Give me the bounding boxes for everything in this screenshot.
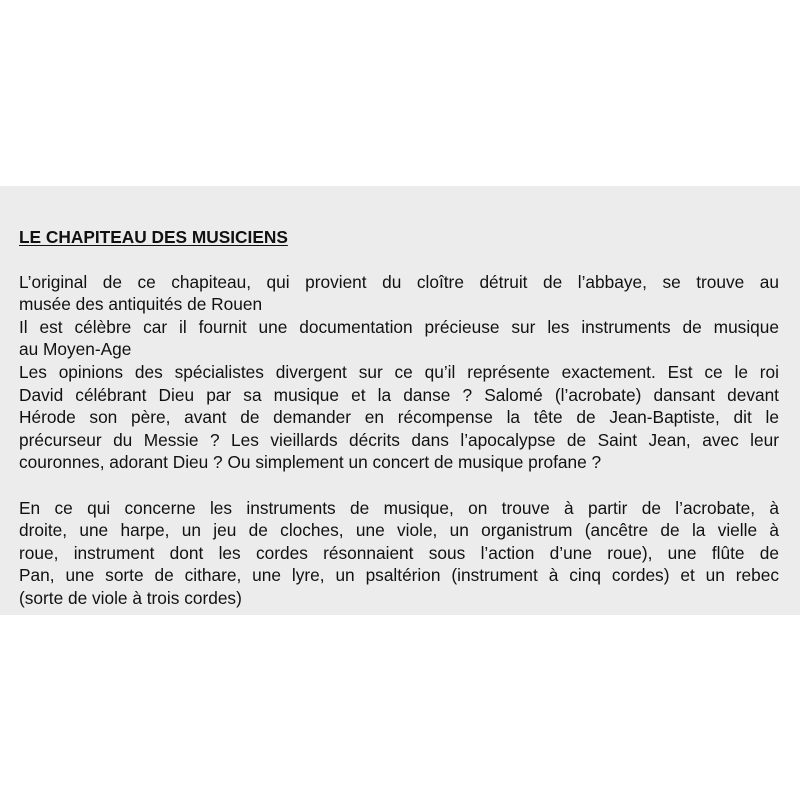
text-line: (sorte de viole à trois cordes): [19, 587, 242, 608]
paragraph-gap: [19, 474, 779, 497]
text-line: musée des antiquités de Rouen: [19, 294, 263, 315]
text-line: roue, instrument dont les cordes résonnaient sous l’action d’une roue), une flûte de: [19, 542, 779, 563]
text-line: au Moyen-Age: [19, 339, 132, 360]
paragraph-history: [19, 271, 779, 474]
text-line: précurseur du Messie ? Les vieillards décrits dans l’apocalypse de Saint Jean, avec leur: [19, 429, 779, 450]
text-line: Pan, une sorte de cithare, une lyre, un psaltérion (instrument à cinq cordes) et un rebec: [19, 565, 779, 586]
panel-content: [19, 226, 779, 610]
information-panel: [0, 186, 800, 615]
text-line: droite, une harpe, un jeu de cloches, une viole, un organistrum (ancêtre de la vielle à: [19, 520, 779, 541]
text-line: En ce qui concerne les instruments de musique, on trouve à partir de l’acrobate, à: [19, 497, 779, 518]
text-line: L’original de ce chapiteau, qui provient du cloître détruit de l’abbaye, se trouve au: [19, 271, 779, 292]
text-line: Les opinions des spécialistes divergent sur ce qu’il représente exactement. Est ce le roi: [19, 361, 779, 382]
text-line: Il est célèbre car il fournit une documentation précieuse sur les instruments de musique: [19, 316, 779, 337]
text-line: Hérode son père, avant de demander en récompense la tête de Jean-Baptiste, dit le: [19, 407, 779, 428]
document-title: LE CHAPITEAU DES MUSICIENS: [19, 227, 288, 247]
text-line: couronnes, adorant Dieu ? Ou simplement un concert de musique profane ?: [19, 452, 602, 473]
text-line: David célébrant Dieu par sa musique et la danse ? Salomé (l’acrobate) dansant devant: [19, 384, 779, 405]
paragraph-instruments: [19, 497, 779, 610]
